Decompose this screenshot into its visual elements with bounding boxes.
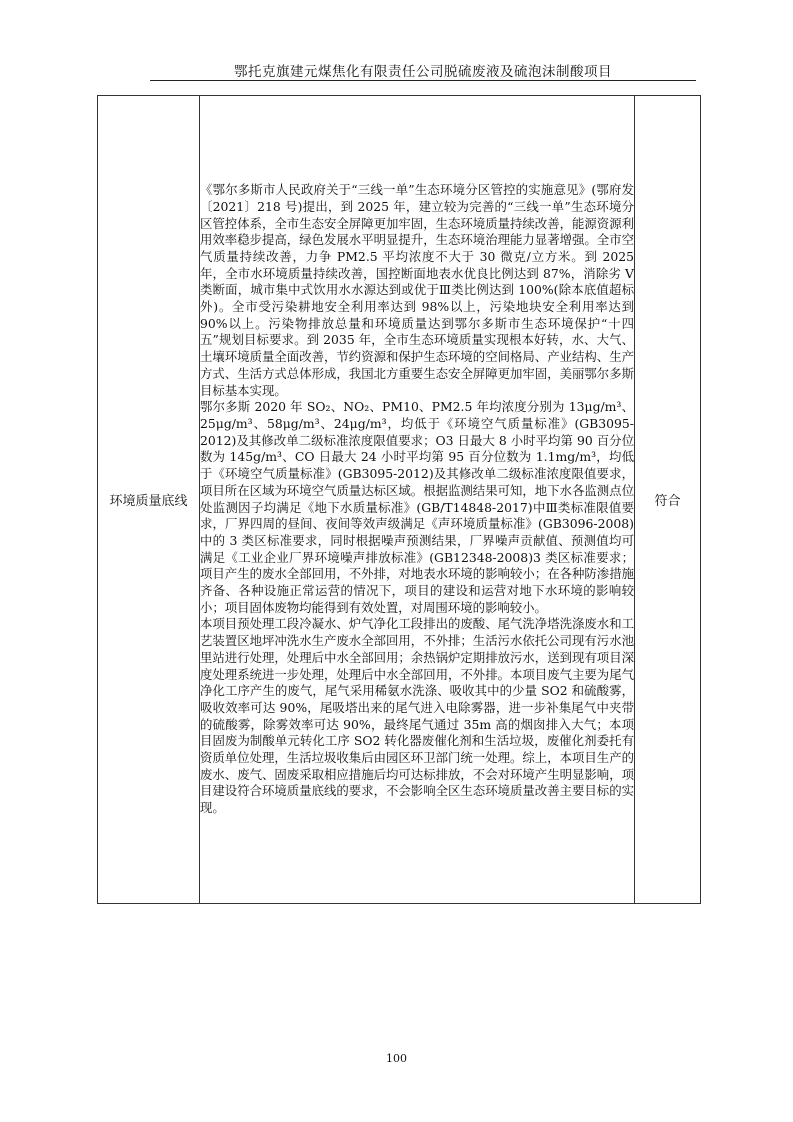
paragraph-policy: 《鄂尔多斯市人民政府关于“三线一单”生态环境分区管控的实施意见》(鄂府发〔2021〕218 号)提出，到 2025 年，建立较为完善的“三线一单”生态环境分区管控体系，全市生态安全屏障更加牢固，生态环境质量持续改善，能源资源利用效率稳步提高，绿色发展水平明显提升，生态环境治理能力显著增强。全市空气质量持续改善，力争 PM2.5 平均浓度不大于 30 微克/立方米。到 2025 年，全市水环境质量持续改善，国控断面地表水优良比例达到 87%，消除劣 V 类断面，城市集中式饮用水水源达到或优于Ⅲ类比例达到 100%(除本底值超标外)。全市受污染耕地安全利用率达到 98%以上，污染地块安全利用率达到 90%以上。污染物排放总量和环境质量达到鄂尔多斯市生态环境保护“十四五”规划目标要求。到 2035 年，全市生态环境质量实现根本好转，水、大气、土壤环境质量全面改善，节约资源和保护生态环境的空间格局、产业结构、生产方式、生活方式总体形成，我国北方重要生态安全屏障更加牢固，美丽鄂尔多斯目标基本实现。 [200,182,634,398]
row-content-cell [200,96,635,904]
paragraph-current-quality: 鄂尔多斯 2020 年 SO₂、NO₂、PM10、PM2.5 年均浓度分别为 13μg/m³、25μg/m³、58μg/m³、24μg/m³，均低于《环境空气质量标准》(GB3095-2012)及其修改单二级标准浓度限值要求；O3 日最大 8 小时平均第 90 百分位数为 145g/m³、CO 日最大 24 小时平均第 95 百分位数为 1.1mg/m³，均低于《环境空气质量标准》(GB3095-2012)及其修改单二级标准浓度限值要求，项目所在区域为环境空气质量达标区域。根据监测结果可知，地下水各监测点位处监测因子均满足《地下水质量标准》(GB/T14848-2017)中Ⅲ类标准限值要求，厂界四周的昼间、夜间等效声级满足《声环境质量标准》(GB3096-2008)中的 3 类区标准要求，同时根据噪声预测结果，厂界噪声贡献值、预测值均可满足《工业企业厂界环境噪声排放标准》(GB12348-2008)3 类区标准要求；项目产生的废水全部回用，不外排，对地表水环境的影响较小；在各种防渗措施齐备、各种设施正常运营的情况下，项目的建设和运营对地下水环境的影响较小；项目固体废物均能得到有效处置，对周围环境的影响较小。 [200,399,634,615]
page-number: 100 [386,1052,407,1065]
document-header-title: 鄂托克旗建元煤焦化有限责任公司脱硫废液及硫泡沫制酸项目 [234,64,612,80]
row-label-cell: 环境质量底线 [98,96,200,904]
table-row [98,96,701,904]
compliance-table [97,95,701,904]
header-rule [150,80,696,81]
paragraph-project-impact: 本项目预处理工段冷凝水、炉气净化工段排出的废酸、尾气洗净塔洗涤废水和工艺装置区地坪冲洗水生产废水全部回用，不外排；生活污水依托公司现有污水池里站进行处理，处理后中水全部回用；余热锅炉定期排放污水，送到现有项目深度处理系统进一步处理，处理后中水全部回用，不外排。本项目废气主要为尾气净化工序产生的废气，尾气采用稀氨水洗涤、吸收其中的少量 SO2 和硫酸雾，吸收效率可达 90%，尾吸塔出来的尾气进入电除雾器，进一步补集尾气中夹带的硫酸雾，除雾效率可达 90%，最终尾气通过 35m 高的烟囱排入大气；本项目固废为制酸单元转化工序 SO2 转化器废催化剂和生活垃圾，废催化剂委托有资质单位处理，生活垃圾收集后由园区环卫部门统一处理。综上，本项目生产的废水、废气、固废采取相应措施后均可达标排放，不会对环境产生明显影响，项目建设符合环境质量底线的要求，不会影响全区生态环境质量改善主要目标的实现。 [200,616,634,816]
row-result-cell: 符合 [635,96,701,904]
